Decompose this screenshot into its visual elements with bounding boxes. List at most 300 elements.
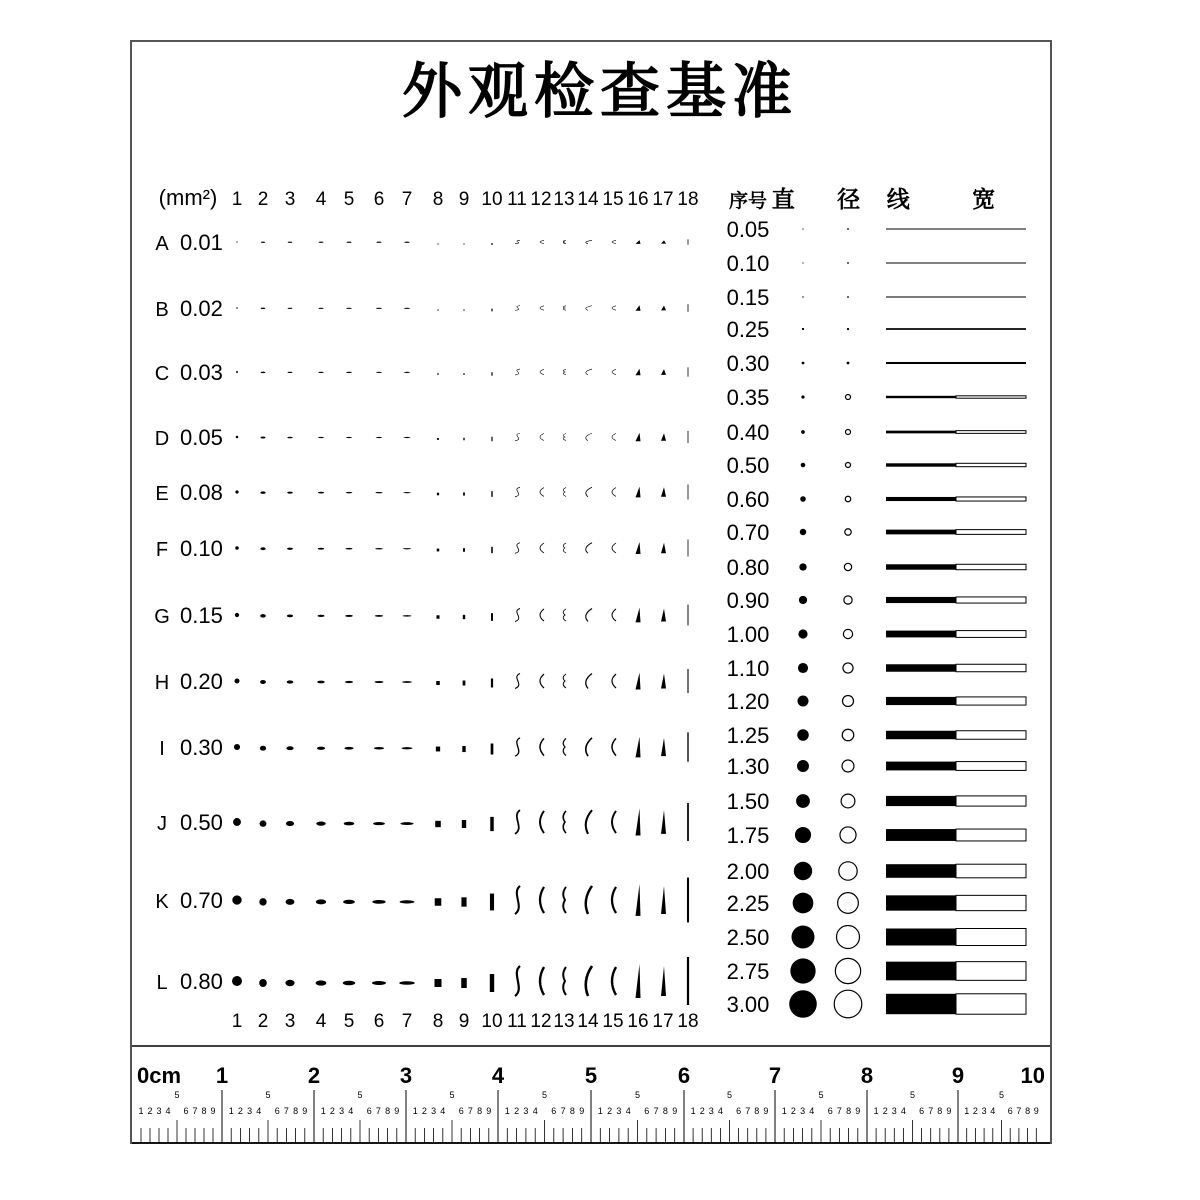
column-number-top: 9 (458, 189, 470, 210)
area-mark-paren (586, 810, 592, 834)
ruler-mm-label: 8 (937, 1106, 943, 1116)
area-mark-ellipse (286, 821, 294, 826)
area-mark-block (435, 898, 442, 905)
size-label: 0.70 (726, 520, 770, 545)
line-width-outline (956, 328, 1026, 330)
row-area-label: 0.15 (180, 603, 223, 628)
area-mark-paren (586, 966, 592, 996)
ruler-mm-label: 9 (302, 1106, 308, 1116)
area-mark-block (437, 373, 438, 375)
row-area-label: 0.80 (180, 969, 223, 994)
line-width-solid (886, 664, 956, 671)
row-letter: A (155, 233, 169, 255)
area-mark-bar (491, 547, 493, 553)
ruler-mm-label: 6 (644, 1106, 650, 1116)
area-mark-block (462, 820, 466, 828)
area-mark-circle (235, 679, 240, 684)
ruler-cm-label: 1 (215, 1063, 229, 1088)
area-mark-circle (236, 436, 239, 439)
ruler-mm-label: 4 (809, 1106, 815, 1116)
area-mark-line (687, 732, 688, 761)
ruler-mm-label: 2 (699, 1106, 705, 1116)
row-area-label: 0.03 (180, 360, 223, 385)
ruler-mm-label: 5 (998, 1090, 1005, 1100)
diameter-hollow-circle (839, 862, 857, 880)
area-mark-circle (236, 307, 238, 309)
ruler-mm-label: 3 (708, 1106, 714, 1116)
header-seq: 序号 (728, 191, 768, 212)
area-mark-spike (661, 369, 666, 375)
ruler-mm-label: 3 (339, 1106, 345, 1116)
area-mark-bar (491, 743, 494, 754)
column-number-bottom: 12 (530, 1011, 552, 1032)
area-mark-arc (612, 369, 616, 374)
diameter-hollow-circle (838, 893, 859, 914)
ruler-mm-label: 8 (569, 1106, 575, 1116)
size-label: 3.00 (726, 992, 770, 1017)
size-label: 0.90 (726, 588, 770, 613)
ruler-mm-label: 9 (1033, 1106, 1039, 1116)
ruler-mm-label: 5 (174, 1090, 180, 1100)
area-mark-ellipse (260, 680, 266, 684)
area-mark-s-curve (515, 810, 520, 834)
line-width-solid (886, 762, 956, 771)
area-mark-ellipse (375, 681, 384, 683)
area-mark-arc (540, 488, 544, 497)
area-mark-ellipse (346, 548, 353, 550)
diameter-hollow-circle (840, 827, 856, 843)
line-width-outline (956, 362, 1026, 364)
area-mark-block (437, 493, 439, 496)
row-area-label: 0.30 (180, 735, 223, 760)
ruler-mm-label: 9 (394, 1106, 400, 1116)
diameter-dot (790, 958, 815, 983)
column-number-bottom: 2 (257, 1011, 269, 1032)
area-mark-circle (234, 744, 240, 750)
area-mark-ellipse (376, 437, 383, 438)
diameter-hollow-circle (844, 596, 852, 604)
diameter-dot (799, 596, 807, 604)
area-mark-ellipse (399, 981, 415, 985)
area-mark-arc (612, 887, 616, 913)
area-mark-s-curve (515, 674, 520, 689)
line-width-solid (886, 263, 956, 264)
ruler-mm-label: 4 (440, 1106, 446, 1116)
area-mark-arc (540, 434, 544, 441)
area-mark-spike (661, 886, 666, 914)
ruler-mm-label: 3 (523, 1106, 529, 1116)
size-label: 1.75 (726, 823, 770, 848)
area-mark-arc (540, 887, 544, 913)
ruler-cm-label: 2 (307, 1063, 321, 1088)
line-width-outline (956, 994, 1026, 1014)
column-number-bottom: 1 (231, 1011, 243, 1032)
column-number-top: 4 (315, 189, 327, 210)
ruler-mm-label: 9 (486, 1106, 492, 1116)
area-mark-wedge (636, 433, 641, 442)
area-mark-arc (540, 811, 544, 833)
area-mark-spike (661, 810, 666, 834)
line-width-outline (956, 564, 1026, 569)
area-mark-block (463, 492, 465, 495)
column-number-top: 11 (507, 189, 527, 210)
area-mark-wedge (636, 673, 641, 690)
area-mark-ellipse (343, 900, 355, 904)
size-label: 1.10 (726, 656, 770, 681)
line-width-outline (956, 497, 1026, 501)
size-label: 0.10 (726, 251, 770, 276)
ruler-mm-label: 7 (836, 1106, 842, 1116)
diameter-hollow-circle (843, 663, 853, 673)
ruler-mm-label: 5 (357, 1090, 363, 1100)
column-number-top: 5 (343, 189, 355, 210)
column-number-top: 12 (530, 189, 552, 210)
ruler-mm-label: 7 (192, 1106, 198, 1116)
area-mark-brace (563, 609, 566, 621)
area-mark-line (687, 803, 689, 841)
area-mark-arc (612, 434, 616, 441)
area-mark-ellipse (403, 548, 411, 549)
area-mark-ellipse (318, 437, 324, 438)
diameter-dot (792, 926, 815, 949)
diameter-hollow-circle (835, 958, 860, 983)
area-mark-ellipse (259, 979, 267, 987)
diameter-hollow-circle (847, 262, 849, 264)
line-width-solid (886, 328, 956, 330)
area-row-marks (236, 304, 688, 312)
ruler-mm-label: 3 (247, 1106, 253, 1116)
ruler-cm-label: 10 (1020, 1063, 1045, 1088)
diameter-hollow-circle (846, 395, 851, 400)
ruler-mm-label: 6 (736, 1106, 742, 1116)
area-mark-arc (540, 738, 544, 755)
row-letter: K (155, 891, 169, 913)
diameter-dot (801, 395, 804, 398)
ruler-mm-label: 4 (165, 1106, 171, 1116)
area-mark-paren (586, 543, 592, 554)
area-mark-s-curve (515, 306, 520, 311)
area-mark-ellipse (400, 822, 413, 825)
diameter-dot (796, 794, 810, 808)
ruler-mm-label: 3 (431, 1106, 437, 1116)
line-width-solid (886, 597, 956, 603)
area-mark-spike (661, 966, 666, 996)
ruler-mm-label: 8 (385, 1106, 391, 1116)
column-number-top: 18 (677, 189, 699, 210)
area-mark-ellipse (373, 822, 385, 825)
ruler-mm-label: 1 (320, 1106, 326, 1116)
area-mark-ellipse (374, 747, 384, 749)
line-width-solid (886, 229, 956, 230)
diameter-hollow-circle (847, 328, 849, 330)
diameter-hollow-circle (843, 629, 852, 638)
area-mark-ellipse (344, 822, 355, 826)
area-mark-bar (490, 974, 494, 992)
line-width-outline (956, 929, 1026, 946)
size-label: 1.20 (726, 689, 770, 714)
area-mark-block (435, 821, 441, 827)
size-label: 1.30 (726, 754, 770, 779)
ruler-mm-label: 8 (293, 1106, 299, 1116)
ruler-mm-label: 6 (274, 1106, 280, 1116)
area-mark-ellipse (318, 308, 323, 309)
line-width-outline (956, 829, 1026, 841)
line-width-solid (886, 895, 956, 910)
header-line-width: 线 宽 (886, 186, 1024, 212)
area-row-marks (235, 484, 688, 499)
ruler-mm-label: 7 (560, 1106, 566, 1116)
ruler-mm-label: 4 (256, 1106, 262, 1116)
line-width-outline (956, 697, 1026, 705)
area-row-marks (235, 669, 689, 693)
area-mark-block (437, 309, 438, 310)
area-mark-paren (586, 433, 592, 441)
area-mark-ellipse (404, 372, 410, 373)
diameter-dot (802, 228, 803, 229)
ruler-mm-label: 1 (597, 1106, 603, 1116)
ruler-mm-label: 2 (514, 1106, 520, 1116)
ruler-mm-label: 5 (265, 1090, 271, 1100)
row-area-label: 0.10 (180, 536, 223, 561)
area-mark-s-curve (515, 609, 520, 622)
ruler-cm-label: 6 (677, 1063, 691, 1088)
size-label: 0.35 (726, 385, 770, 410)
line-width-solid (886, 731, 956, 740)
column-number-bottom: 13 (553, 1011, 575, 1032)
diameter-dot (799, 563, 806, 570)
column-number-bottom: 4 (315, 1011, 327, 1032)
line-width-outline (956, 762, 1026, 771)
area-mark-spike (661, 433, 666, 441)
ruler-mm-label: 7 (745, 1106, 751, 1116)
area-mark-ellipse (403, 492, 411, 493)
column-number-bottom: 9 (458, 1011, 470, 1032)
diameter-dot (802, 296, 803, 297)
area-mark-arc (540, 240, 544, 243)
area-row-marks (236, 431, 689, 443)
ruler-mm-label: 5 (634, 1090, 641, 1100)
area-mark-brace (563, 738, 566, 755)
column-number-top: 6 (373, 189, 385, 210)
area-mark-circle (232, 976, 242, 986)
line-width-outline (956, 229, 1026, 230)
line-width-solid (886, 431, 956, 434)
area-mark-ellipse (401, 747, 412, 749)
ruler-mm-label: 9 (579, 1106, 585, 1116)
ruler-mm-label: 6 (551, 1106, 557, 1116)
area-mark-bar (491, 437, 492, 442)
size-label: 1.25 (726, 723, 770, 748)
row-letter: C (154, 363, 170, 385)
diameter-hollow-circle (841, 794, 855, 808)
line-width-solid (886, 962, 956, 981)
area-mark-arc (540, 369, 544, 374)
area-mark-brace (563, 967, 566, 995)
line-width-solid (886, 994, 956, 1014)
area-mark-spike (661, 609, 666, 622)
ruler-mm-label: 1 (781, 1106, 787, 1116)
ruler-mm-label: 6 (366, 1106, 372, 1116)
line-width-solid (886, 396, 956, 398)
area-mark-paren (586, 306, 592, 311)
area-mark-ellipse (260, 820, 267, 826)
ruler-mm-label: 5 (818, 1090, 824, 1100)
area-mark-arc (612, 674, 616, 688)
area-mark-ellipse (344, 747, 353, 750)
area-mark-brace (563, 674, 566, 688)
area-mark-ellipse (318, 548, 324, 550)
area-mark-bar (491, 491, 492, 497)
ruler-cm-label: 7 (768, 1063, 782, 1088)
ruler-mm-label: 8 (662, 1106, 668, 1116)
size-label: 0.40 (726, 420, 770, 445)
area-mark-line (688, 239, 689, 244)
column-number-top: 14 (577, 189, 599, 210)
ruler-mm-label: 4 (717, 1106, 723, 1116)
area-mark-ellipse (285, 980, 294, 986)
diameter-dot (797, 695, 808, 706)
area-mark-spike (661, 487, 666, 496)
ruler-cm-label: 4 (491, 1063, 505, 1088)
area-mark-arc (612, 543, 616, 553)
area-mark-paren (586, 609, 592, 622)
ruler-mm-label: 3 (981, 1106, 987, 1116)
area-mark-circle (235, 546, 239, 550)
ruler-cm-label: 9 (951, 1063, 965, 1088)
area-mark-ellipse (402, 681, 412, 683)
area-mark-s-curve (515, 543, 520, 554)
size-label: 0.80 (726, 555, 770, 580)
area-mark-line (687, 957, 689, 1005)
size-label: 2.50 (726, 925, 770, 950)
area-mark-bar (491, 613, 493, 621)
area-mark-paren (586, 886, 592, 914)
area-mark-ellipse (261, 437, 266, 439)
diameter-dot (800, 496, 806, 502)
area-mark-ellipse (375, 548, 383, 549)
ruler-mm-label: 5 (726, 1090, 733, 1100)
area-mark-ellipse (318, 372, 323, 373)
line-width-solid (886, 697, 956, 705)
area-mark-bar (491, 309, 492, 312)
diameter-hollow-circle (846, 430, 851, 435)
area-mark-wedge (636, 608, 641, 623)
area-mark-s-curve (515, 738, 520, 756)
ruler-mm-label: 6 (458, 1106, 464, 1116)
area-mark-ellipse (376, 372, 382, 373)
size-label: 1.00 (726, 622, 770, 647)
column-number-top: 13 (553, 189, 575, 210)
area-mark-block (463, 438, 464, 441)
area-mark-block (461, 978, 467, 988)
area-mark-block (437, 549, 439, 552)
area-mark-arc (540, 674, 544, 688)
area-mark-ellipse (287, 372, 292, 373)
diameter-dot (798, 663, 808, 673)
diameter-hollow-circle (842, 729, 854, 741)
ruler-mm-label: 5 (541, 1090, 548, 1100)
area-mark-ellipse (287, 548, 293, 550)
area-mark-block (437, 438, 439, 440)
area-mark-block (461, 897, 466, 906)
line-width-solid (886, 929, 956, 946)
ruler-cm-label: 5 (584, 1063, 598, 1088)
row-area-label: 0.05 (180, 425, 223, 450)
area-mark-ellipse (287, 492, 293, 494)
ruler-mm-label: 6 (1007, 1106, 1013, 1116)
area-mark-ellipse (288, 308, 293, 309)
area-mark-bar (491, 679, 493, 688)
ruler-mm-label: 9 (210, 1106, 216, 1116)
area-mark-s-curve (515, 240, 520, 243)
diameter-hollow-circle (847, 362, 850, 365)
row-letter: E (155, 483, 169, 505)
line-width-solid (886, 564, 956, 569)
area-mark-s-curve (515, 966, 520, 996)
diameter-hollow-circle (846, 463, 851, 468)
area-mark-ellipse (376, 242, 381, 243)
ruler-mm-label: 2 (972, 1106, 978, 1116)
column-number-bottom: 10 (481, 1011, 503, 1032)
column-number-bottom: 11 (507, 1011, 527, 1032)
area-mark-ellipse (375, 615, 383, 617)
size-label: 0.05 (726, 217, 770, 242)
diameter-hollow-circle (845, 529, 851, 535)
area-mark-brace (563, 543, 566, 553)
column-number-bottom: 16 (627, 1011, 649, 1032)
ruler-mm-label: 6 (183, 1106, 189, 1116)
area-mark-ellipse (261, 308, 266, 309)
area-mark-ellipse (287, 680, 294, 683)
area-mark-brace (563, 811, 566, 833)
area-mark-spike (661, 240, 666, 243)
ruler-mm-label: 4 (625, 1106, 631, 1116)
size-label: 0.30 (726, 351, 770, 376)
area-row-marks (235, 605, 689, 626)
column-number-bottom: 14 (577, 1011, 599, 1032)
area-mark-bar (490, 894, 494, 911)
ruler-mm-label: 5 (449, 1090, 455, 1100)
area-mark-arc (540, 543, 544, 553)
area-mark-line (688, 304, 689, 312)
column-number-top: 8 (432, 189, 444, 210)
ruler-cm-label: 3 (399, 1063, 413, 1088)
line-width-solid (886, 296, 956, 297)
area-mark-paren (586, 369, 592, 375)
area-mark-block (463, 681, 466, 686)
area-mark-ellipse (318, 615, 325, 617)
area-unit-label: (mm²) (158, 185, 218, 210)
line-width-outline (956, 296, 1026, 297)
diameter-dot (801, 463, 806, 468)
area-mark-arc (612, 488, 616, 497)
ruler-mm-label: 8 (754, 1106, 760, 1116)
diameter-dot (794, 862, 812, 880)
area-mark-arc (612, 738, 616, 755)
area-mark-brace (563, 240, 566, 243)
area-mark-line (687, 878, 689, 923)
area-mark-s-curve (515, 487, 520, 496)
line-width-outline (956, 864, 1026, 878)
column-number-bottom: 7 (401, 1011, 413, 1032)
ruler-mm-label: 8 (846, 1106, 852, 1116)
column-number-top: 7 (401, 189, 413, 210)
size-label: 0.50 (726, 453, 770, 478)
diameter-dot (789, 990, 817, 1018)
area-mark-block (436, 615, 439, 618)
area-mark-ellipse (259, 898, 266, 905)
area-mark-ellipse (345, 681, 353, 683)
